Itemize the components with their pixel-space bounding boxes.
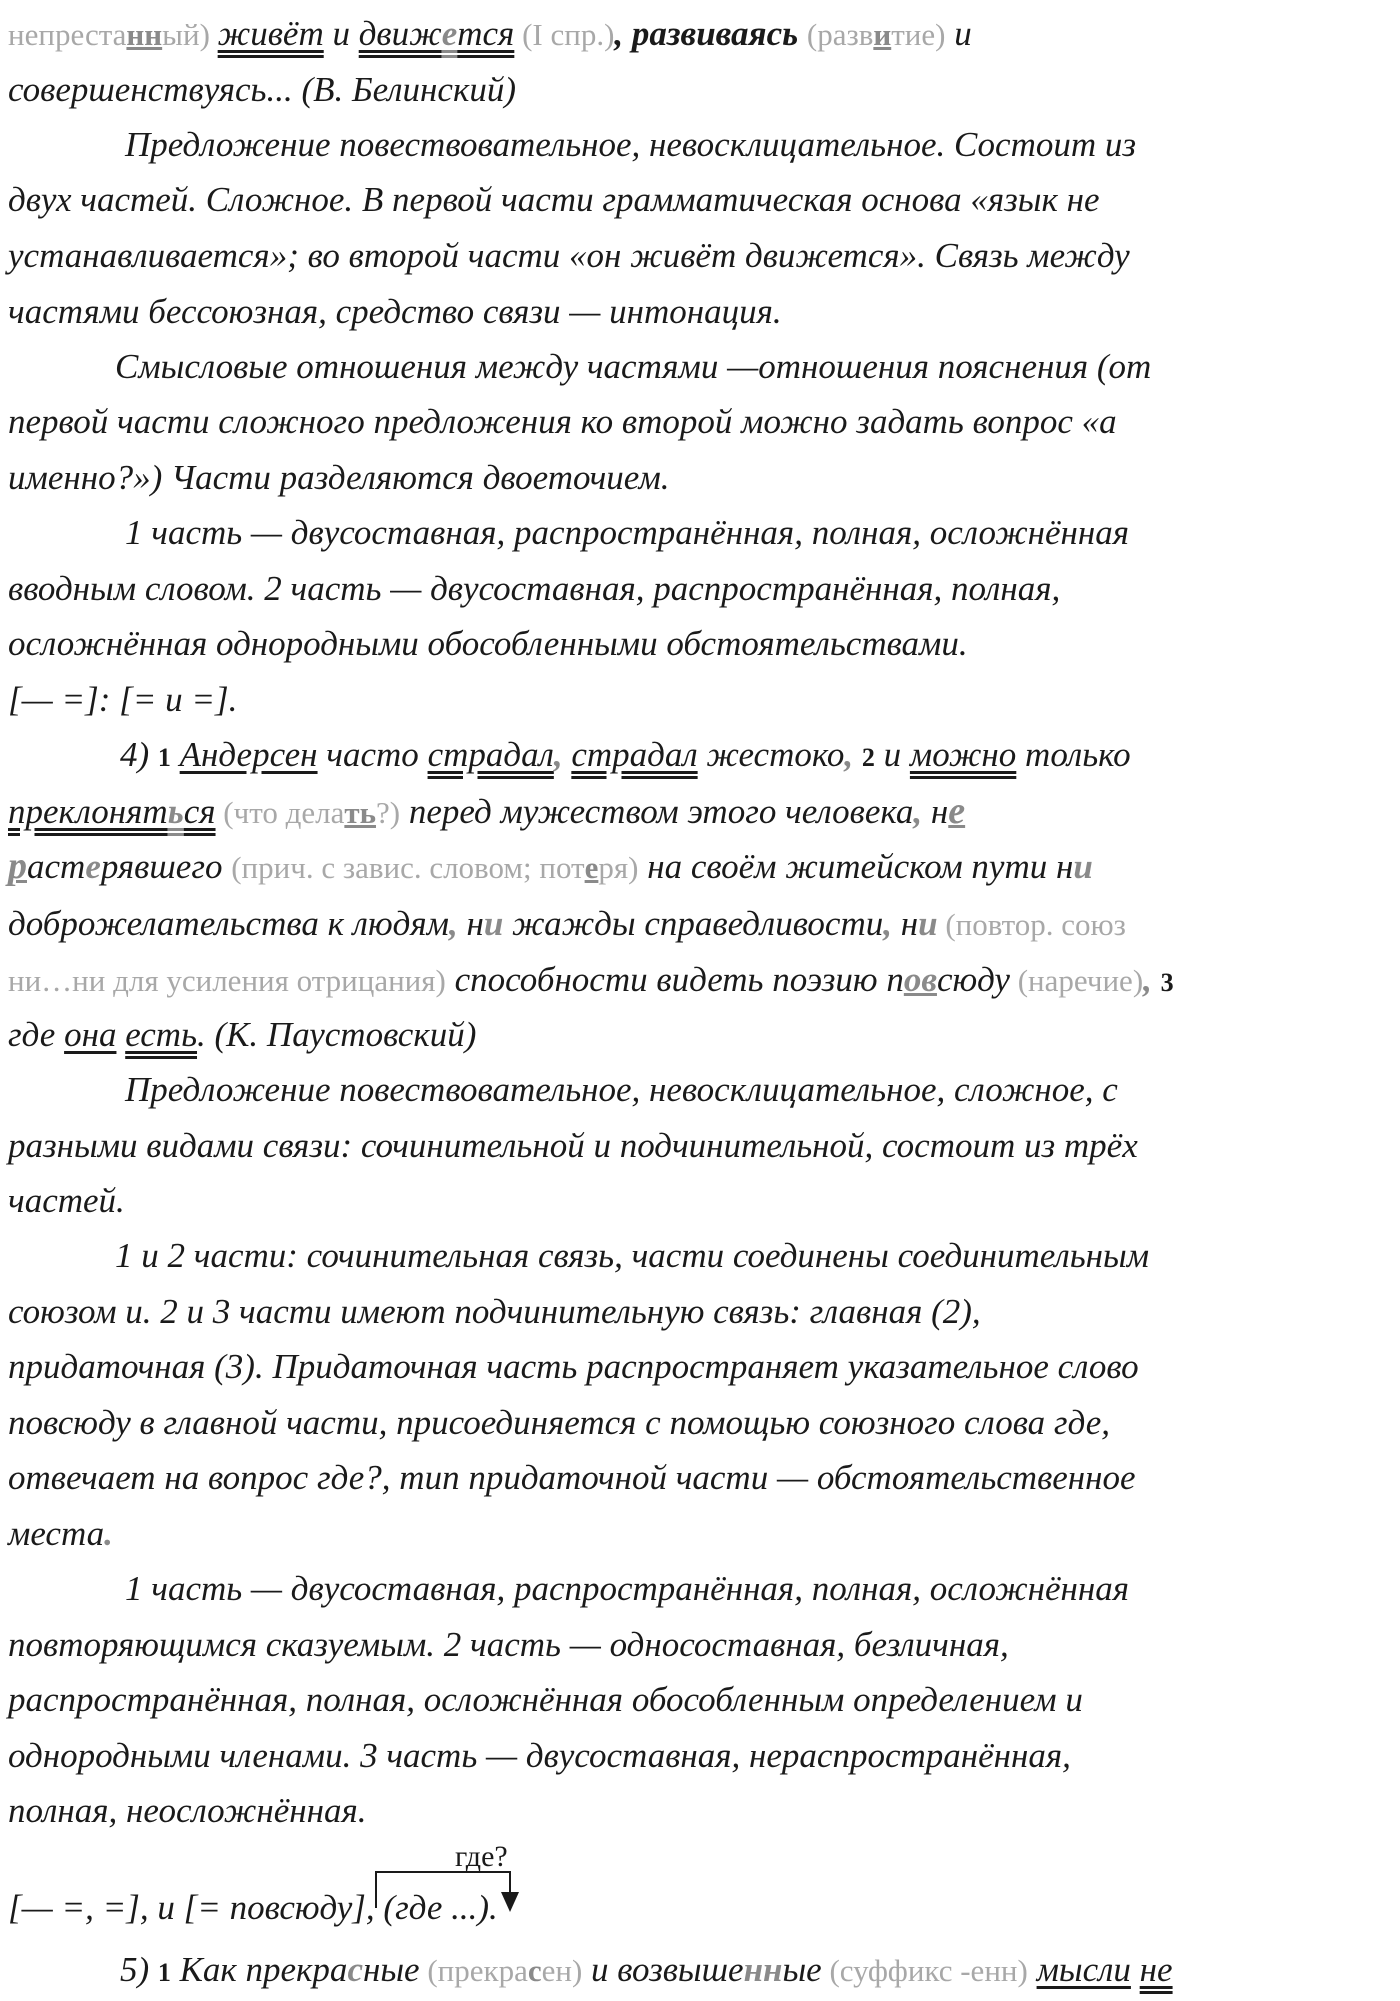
text-line: растерявшего (прич. с завис. словом; потеря) на своём житейском пути ни xyxy=(8,845,1093,887)
text-line: отвечает на вопрос где?, тип придаточной части — обстоятельственное xyxy=(8,1458,1136,1497)
text-line: 1 и 2 части: сочинительная связь, части соединены соединительным xyxy=(115,1236,1150,1275)
text-line: 4) 1 Андерсен часто страдал, страдал жестоко, 2 и можно только xyxy=(120,735,1131,774)
text-line: преклоняться (что делать?) перед мужеством этого человека, не xyxy=(8,790,966,832)
text-line: совершенствуясь... (В. Белинский) xyxy=(8,70,516,109)
text-line: ни…ни для усиления отрицания) способности видеть поэзию повсюду (наречие), 3 xyxy=(8,960,1174,999)
subject: она xyxy=(64,1015,117,1054)
text-line: полная, неосложнённая. xyxy=(8,1791,367,1830)
text-line: 1 часть — двусоставная, распространённая, полная, осложнённая xyxy=(125,513,1130,552)
text-line: 5) 1 Как прекрасные (прекрасен) и возвышенные (суффикс -енн) мысли не xyxy=(120,1950,1173,1989)
annotation: (I спр.) xyxy=(514,17,615,52)
text-line: именно?») Части разделяются двоеточием. xyxy=(8,458,670,497)
text-line: первой части сложного предложения ко второй можно задать вопрос «а xyxy=(8,402,1117,441)
text-line: вводным словом. 2 часть — двусоставная, распространённая, полная, xyxy=(8,569,1061,608)
predicate: движ xyxy=(358,14,442,53)
text-line: непрестанный) живёт и движется (I спр.), развиваясь (развитие) и xyxy=(8,14,972,53)
predicate: не xyxy=(1139,1950,1173,1989)
text-line: осложнённая однородными обособленными обстоятельствами. xyxy=(8,624,968,663)
part-number: 2 xyxy=(861,743,875,772)
text-line: места. xyxy=(8,1514,113,1553)
predicate: живёт xyxy=(217,14,324,53)
text-line: однородными членами. 3 часть — двусоставная, нераспространённая, xyxy=(8,1736,1071,1775)
subject: мысли xyxy=(1036,1950,1131,1989)
predicate: преклонят xyxy=(8,792,168,831)
text-line: частями бессоюзная, средство связи — интонация. xyxy=(8,292,782,331)
text-line: Предложение повествовательное, невосклицательное. Состоит из xyxy=(125,125,1137,164)
text-line: союзом и. 2 и 3 части имеют подчинительную связь: главная (2), xyxy=(8,1292,981,1331)
text-line: устанавливается»; во второй части «он живёт движется». Связь между xyxy=(8,236,1130,275)
subject: Андерсен xyxy=(179,735,318,774)
text-line: двух частей. Сложное. В первой части грамматическая основа «язык не xyxy=(8,180,1100,219)
question-label: где? xyxy=(455,1840,508,1873)
text-line: повсюду в главной части, присоединяется с помощью союзного слова где, xyxy=(8,1403,1111,1442)
sentence-scheme: [— =, =], и [= повсюду], (где ...). xyxy=(8,1888,498,1927)
part-number: 1 xyxy=(157,1958,171,1987)
text-line: где она есть. (К. Паустовский) xyxy=(8,1015,477,1054)
text-line: придаточная (3). Придаточная часть распространяет указательное слово xyxy=(8,1347,1139,1386)
sentence-scheme: [— =]: [= и =]. xyxy=(8,680,238,719)
text-line: 1 часть — двусоставная, распространённая, полная, осложнённая xyxy=(125,1569,1130,1608)
part-number: 1 xyxy=(157,743,171,772)
predicate: можно xyxy=(909,735,1017,774)
predicate: страдал xyxy=(571,735,698,774)
text-line: распространённая, полная, осложнённая обособленным определением и xyxy=(8,1680,1083,1719)
text-line: разными видами связи: сочинительной и подчинительной, состоит из трёх xyxy=(8,1126,1138,1165)
text-line: Предложение повествовательное, невосклицательное, сложное, с xyxy=(125,1070,1118,1109)
predicate: страдал xyxy=(427,735,554,774)
text-line: частей. xyxy=(8,1181,125,1220)
predicate: есть xyxy=(125,1015,198,1054)
text-line: доброжелательства к людям, ни жажды справедливости, ни (повтор. союз xyxy=(8,904,1126,943)
part-number: 3 xyxy=(1160,968,1174,997)
text-line: повторяющимся сказуемым. 2 часть — односоставная, безличная, xyxy=(8,1625,1009,1664)
text-line: Смысловые отношения между частями —отношения пояснения (от xyxy=(115,347,1152,386)
